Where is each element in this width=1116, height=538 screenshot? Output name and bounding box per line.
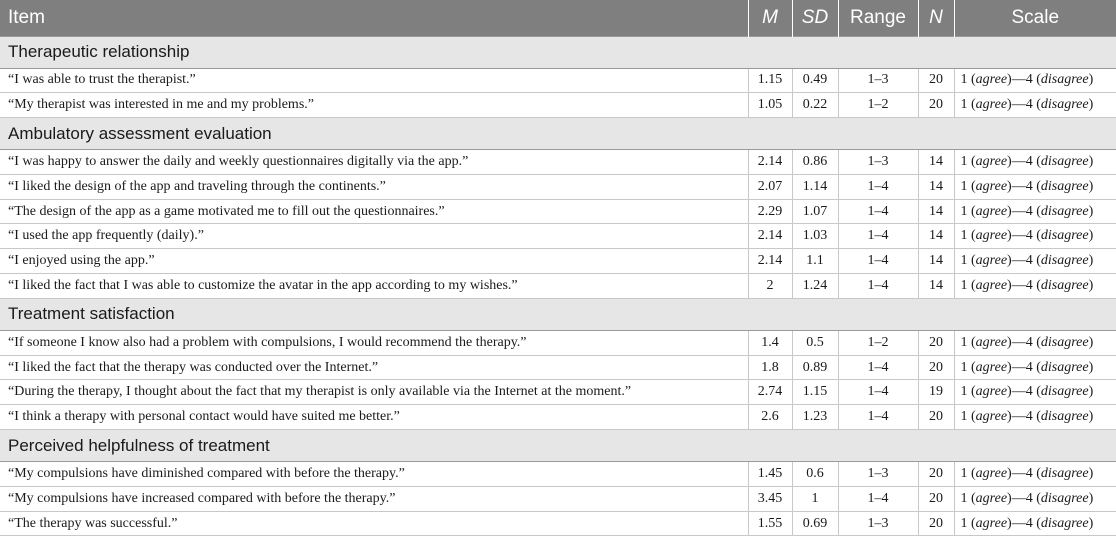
scale-post: ): [1088, 277, 1094, 293]
n-cell: 19: [918, 380, 954, 405]
scale-agree: agree: [975, 203, 1008, 219]
sd-cell: 0.6: [792, 462, 838, 487]
header-row: [0, 0, 1116, 36]
scale-mid: )—4 (: [1007, 72, 1041, 88]
range-cell: 1–2: [838, 330, 918, 355]
range-cell: 1–4: [838, 380, 918, 405]
scale-mid: )—4 (: [1007, 277, 1041, 293]
scale-pre: 1 (: [960, 203, 976, 219]
mean-cell: 2.29: [748, 199, 792, 224]
section-title: Treatment satisfaction: [0, 298, 1116, 330]
mean-cell: 1.05: [748, 93, 792, 118]
scale-agree: agree: [975, 153, 1008, 169]
range-cell: 1–4: [838, 355, 918, 380]
scale-cell: [954, 486, 1116, 511]
section-row: [0, 430, 1116, 462]
scale-pre: 1 (: [960, 465, 976, 481]
sd-cell: 1.1: [792, 249, 838, 274]
range-cell: 1–4: [838, 249, 918, 274]
scale-agree: agree: [975, 253, 1008, 269]
n-cell: 20: [918, 511, 954, 536]
sd-cell: 0.69: [792, 511, 838, 536]
mean-cell: 1.4: [748, 330, 792, 355]
scale-disagree: disagree: [1040, 384, 1089, 400]
table-row: [0, 93, 1116, 118]
scale-post: ): [1088, 203, 1094, 219]
item-cell: “I was able to trust the therapist.”: [0, 68, 748, 93]
scale-post: ): [1088, 178, 1094, 194]
scale-pre: 1 (: [960, 153, 976, 169]
scale-pre: 1 (: [960, 359, 976, 375]
table-row: [0, 511, 1116, 536]
scale-mid: )—4 (: [1007, 384, 1041, 400]
scale-agree: agree: [975, 277, 1008, 293]
scale-disagree: disagree: [1040, 277, 1089, 293]
sd-cell: 1.23: [792, 405, 838, 430]
scale-cell: [954, 224, 1116, 249]
section-title: Therapeutic relationship: [0, 36, 1116, 68]
scale-post: ): [1088, 409, 1094, 425]
scale-post: ): [1088, 228, 1094, 244]
scale-agree: agree: [975, 515, 1008, 531]
scale-disagree: disagree: [1040, 515, 1089, 531]
scale-agree: agree: [975, 97, 1008, 113]
scale-pre: 1 (: [960, 515, 976, 531]
mean-cell: 2.07: [748, 174, 792, 199]
table-row: [0, 330, 1116, 355]
n-cell: 14: [918, 199, 954, 224]
scale-agree: agree: [975, 72, 1008, 88]
item-cell: “The design of the app as a game motivated me to fill out the questionnaires.”: [0, 199, 748, 224]
scale-mid: )—4 (: [1007, 253, 1041, 269]
section-row: [0, 298, 1116, 330]
scale-disagree: disagree: [1040, 409, 1089, 425]
n-cell: 14: [918, 249, 954, 274]
mean-cell: 1.15: [748, 68, 792, 93]
sd-cell: 1.15: [792, 380, 838, 405]
scale-cell: [954, 93, 1116, 118]
scale-disagree: disagree: [1040, 334, 1089, 350]
section-row: [0, 36, 1116, 68]
scale-post: ): [1088, 253, 1094, 269]
scale-agree: agree: [975, 334, 1008, 350]
range-cell: 1–4: [838, 224, 918, 249]
scale-agree: agree: [975, 384, 1008, 400]
mean-cell: 1.55: [748, 511, 792, 536]
scale-pre: 1 (: [960, 277, 976, 293]
scale-post: ): [1088, 515, 1094, 531]
n-cell: 20: [918, 486, 954, 511]
mean-cell: 1.45: [748, 462, 792, 487]
scale-cell: [954, 330, 1116, 355]
table-row: [0, 68, 1116, 93]
scale-disagree: disagree: [1040, 359, 1089, 375]
mean-cell: 2.74: [748, 380, 792, 405]
n-cell: 14: [918, 150, 954, 175]
n-cell: 20: [918, 330, 954, 355]
sd-cell: 0.49: [792, 68, 838, 93]
sd-cell: 0.89: [792, 355, 838, 380]
scale-post: ): [1088, 153, 1094, 169]
table-row: [0, 355, 1116, 380]
item-cell: “I was happy to answer the daily and weekly questionnaires digitally via the app.”: [0, 150, 748, 175]
header-sd: SD: [792, 0, 838, 36]
mean-cell: 2.14: [748, 224, 792, 249]
item-cell: “I enjoyed using the app.”: [0, 249, 748, 274]
item-cell: “The therapy was successful.”: [0, 511, 748, 536]
sd-cell: 0.5: [792, 330, 838, 355]
mean-cell: 2: [748, 274, 792, 299]
scale-disagree: disagree: [1040, 178, 1089, 194]
scale-pre: 1 (: [960, 384, 976, 400]
n-cell: 20: [918, 355, 954, 380]
sd-cell: 0.22: [792, 93, 838, 118]
scale-disagree: disagree: [1040, 490, 1089, 506]
scale-pre: 1 (: [960, 334, 976, 350]
n-cell: 14: [918, 274, 954, 299]
scale-cell: [954, 511, 1116, 536]
scale-mid: )—4 (: [1007, 409, 1041, 425]
sd-cell: 1: [792, 486, 838, 511]
sd-cell: 1.07: [792, 199, 838, 224]
sd-cell: 0.86: [792, 150, 838, 175]
range-cell: 1–4: [838, 486, 918, 511]
item-cell: “My compulsions have increased compared with before the therapy.”: [0, 486, 748, 511]
item-cell: “During the therapy, I thought about the fact that my therapist is only available via the Internet at the moment.”: [0, 380, 748, 405]
n-cell: 20: [918, 405, 954, 430]
section-row: [0, 118, 1116, 150]
table-row: [0, 199, 1116, 224]
scale-pre: 1 (: [960, 490, 976, 506]
scale-cell: [954, 249, 1116, 274]
table-row: [0, 486, 1116, 511]
n-cell: 20: [918, 68, 954, 93]
item-cell: “I think a therapy with personal contact would have suited me better.”: [0, 405, 748, 430]
scale-post: ): [1088, 97, 1094, 113]
n-cell: 14: [918, 174, 954, 199]
scale-disagree: disagree: [1040, 203, 1089, 219]
scale-post: ): [1088, 72, 1094, 88]
header-item: Item: [8, 6, 45, 28]
item-cell: “If someone I know also had a problem with compulsions, I would recommend the therapy.”: [0, 330, 748, 355]
item-cell: “I liked the design of the app and traveling through the continents.”: [0, 174, 748, 199]
scale-mid: )—4 (: [1007, 490, 1041, 506]
range-cell: 1–4: [838, 199, 918, 224]
range-cell: 1–4: [838, 405, 918, 430]
range-cell: 1–4: [838, 174, 918, 199]
scale-post: ): [1088, 465, 1094, 481]
table-row: [0, 274, 1116, 299]
scale-mid: )—4 (: [1007, 465, 1041, 481]
scale-post: ): [1088, 490, 1094, 506]
scale-pre: 1 (: [960, 97, 976, 113]
sd-cell: 1.03: [792, 224, 838, 249]
scale-mid: )—4 (: [1007, 359, 1041, 375]
scale-mid: )—4 (: [1007, 97, 1041, 113]
scale-cell: [954, 150, 1116, 175]
scale-cell: [954, 355, 1116, 380]
scale-mid: )—4 (: [1007, 178, 1041, 194]
scale-agree: agree: [975, 228, 1008, 244]
scale-pre: 1 (: [960, 178, 976, 194]
item-cell: “My therapist was interested in me and my problems.”: [0, 93, 748, 118]
scale-cell: [954, 380, 1116, 405]
scale-pre: 1 (: [960, 409, 976, 425]
n-cell: 14: [918, 224, 954, 249]
scale-agree: agree: [975, 465, 1008, 481]
item-cell: “My compulsions have diminished compared with before the therapy.”: [0, 462, 748, 487]
scale-cell: [954, 462, 1116, 487]
scale-disagree: disagree: [1040, 465, 1089, 481]
scale-pre: 1 (: [960, 228, 976, 244]
item-cell: “I used the app frequently (daily).”: [0, 224, 748, 249]
section-title: Ambulatory assessment evaluation: [0, 118, 1116, 150]
scale-cell: [954, 174, 1116, 199]
range-cell: 1–3: [838, 511, 918, 536]
scale-cell: [954, 68, 1116, 93]
item-cell: “I liked the fact that the therapy was conducted over the Internet.”: [0, 355, 748, 380]
mean-cell: 2.14: [748, 249, 792, 274]
mean-cell: 2.14: [748, 150, 792, 175]
scale-disagree: disagree: [1040, 72, 1089, 88]
scale-agree: agree: [975, 359, 1008, 375]
mean-cell: 3.45: [748, 486, 792, 511]
scale-mid: )—4 (: [1007, 334, 1041, 350]
scale-mid: )—4 (: [1007, 203, 1041, 219]
header-scale: Scale: [954, 0, 1116, 36]
table-row: [0, 380, 1116, 405]
sd-cell: 1.14: [792, 174, 838, 199]
scale-cell: [954, 199, 1116, 224]
header-n: N: [918, 0, 954, 36]
sd-cell: 1.24: [792, 274, 838, 299]
scale-disagree: disagree: [1040, 153, 1089, 169]
mean-cell: 1.8: [748, 355, 792, 380]
item-cell: “I liked the fact that I was able to customize the avatar in the app according to my wishes.”: [0, 274, 748, 299]
scale-post: ): [1088, 334, 1094, 350]
range-cell: 1–3: [838, 150, 918, 175]
table-body: [0, 36, 1116, 536]
section-title: Perceived helpfulness of treatment: [0, 430, 1116, 462]
range-cell: 1–3: [838, 68, 918, 93]
scale-agree: agree: [975, 178, 1008, 194]
n-cell: 20: [918, 462, 954, 487]
scale-pre: 1 (: [960, 253, 976, 269]
mean-cell: 2.6: [748, 405, 792, 430]
table-row: [0, 224, 1116, 249]
table-row: [0, 249, 1116, 274]
range-cell: 1–4: [838, 274, 918, 299]
table-row: [0, 150, 1116, 175]
scale-mid: )—4 (: [1007, 515, 1041, 531]
table-row: [0, 462, 1116, 487]
scale-post: ): [1088, 359, 1094, 375]
scale-mid: )—4 (: [1007, 228, 1041, 244]
scale-cell: [954, 405, 1116, 430]
header-range: Range: [838, 0, 918, 36]
scale-pre: 1 (: [960, 72, 976, 88]
range-cell: 1–2: [838, 93, 918, 118]
scale-disagree: disagree: [1040, 97, 1089, 113]
header-m: M: [748, 0, 792, 36]
scale-cell: [954, 274, 1116, 299]
table-row: [0, 174, 1116, 199]
scale-disagree: disagree: [1040, 228, 1089, 244]
scale-agree: agree: [975, 409, 1008, 425]
scale-agree: agree: [975, 490, 1008, 506]
scale-post: ): [1088, 384, 1094, 400]
range-cell: 1–3: [838, 462, 918, 487]
table-row: [0, 405, 1116, 430]
scale-mid: )—4 (: [1007, 153, 1041, 169]
scale-disagree: disagree: [1040, 253, 1089, 269]
n-cell: 20: [918, 93, 954, 118]
